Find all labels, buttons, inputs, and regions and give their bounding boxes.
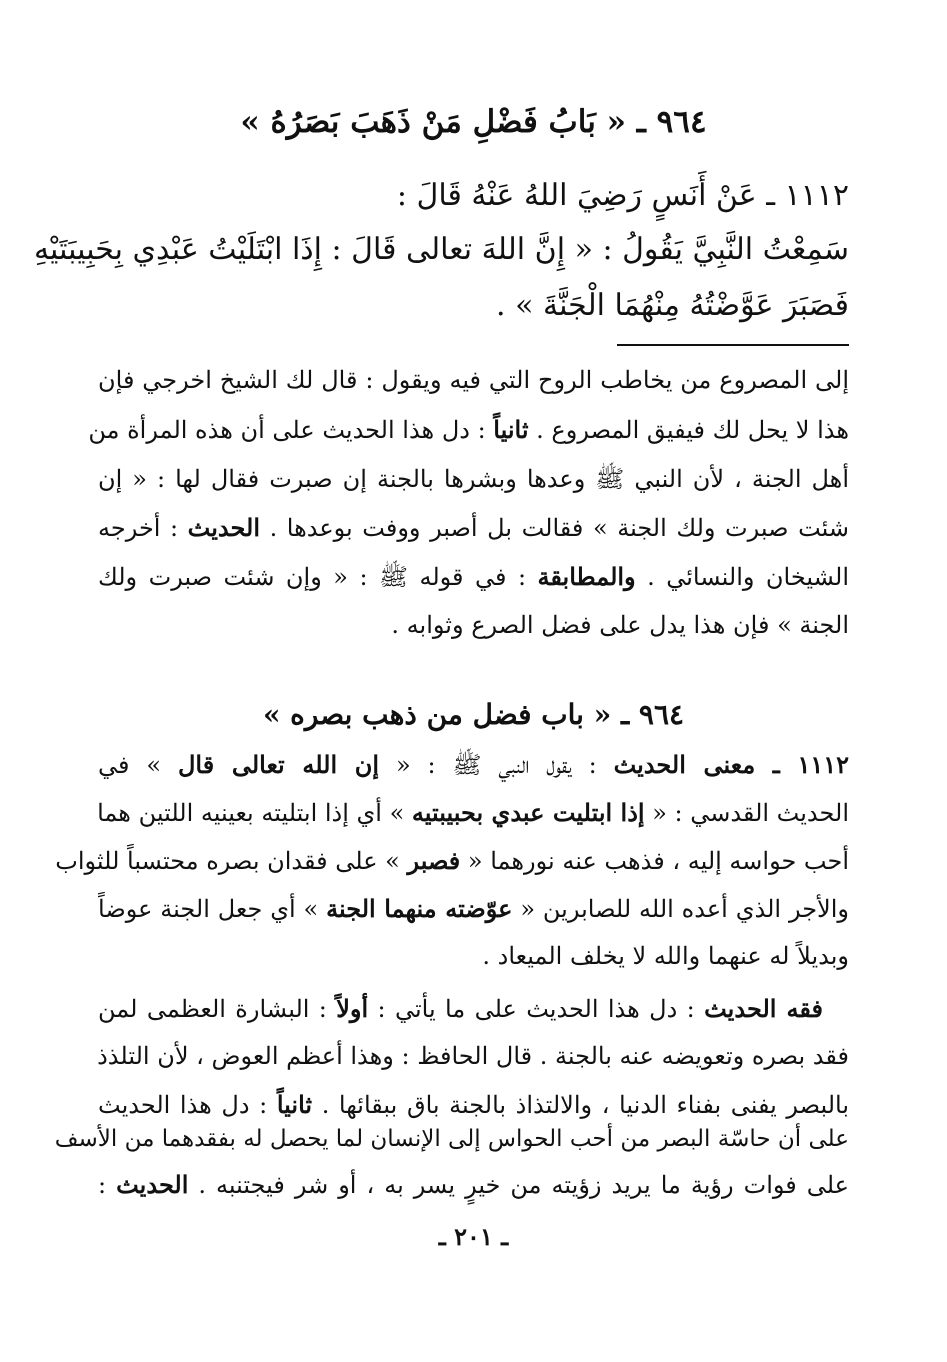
commentary-line-5: وبديلاً له عنهما والله لا يخلف الميعاد . [482, 942, 849, 970]
commentary-keyword-second: ثانياً [276, 1090, 313, 1119]
commentary-line-7: فقد بصره وتعويضه عنه بالجنة . قال الحافظ : وهذا أعظم العوض ، لأن التلذذ [97, 1042, 849, 1070]
hadith-line-1: سَمِعْتُ النَّبِيَّ يَقُولُ : « إِنَّ اللهَ تعالى قَالَ : إِذَا ابْتَلَيْتُ عَبْدِي بِحَبِيبَتَيْهِ [33, 232, 849, 267]
commentary-line-9: على أن حاسّة البصر من أحب الحواس إلى الإنسان لما يحصل له بفقدهما من الأسف [54, 1126, 849, 1152]
footnote-line-2 [88, 415, 849, 444]
commentary-quote: إن الله تعالى قال [177, 750, 380, 779]
commentary-heading-fiqh: فقه الحديث [704, 994, 823, 1023]
hadith-intro: ١١١٢ ـ عَنْ أَنَسٍ رَضِيَ اللهُ عَنْهُ قَالَ : [396, 178, 849, 213]
commentary-quote: فصبر [407, 846, 461, 875]
footnote-text: شئت صبرت ولك الجنة » فقالت بل أصبر ووفت بوعدها . [260, 514, 849, 542]
footnote-line-3: أهل الجنة ، لأن النبي ﷺ وعدها وبشرها بالجنة إن صبرت فقال لها : « إن [98, 465, 850, 493]
footnote-text: الشيخان والنسائي . [635, 563, 849, 591]
commentary-line-6 [98, 994, 823, 1023]
hadith-line-2: فَصَبَرَ عَوَّضْتُهُ مِنْهُمَا الْجَنَّةَ » . [496, 288, 849, 323]
footnote-keyword-correspondence: والمطابقة [537, 562, 636, 591]
chapter-title: ٩٦٤ ـ « بَابُ فَضْلِ مَنْ ذَهَبَ بَصَرُهُ » [240, 104, 707, 140]
commentary-line-4 [98, 894, 849, 923]
commentary-text: : دل هذا الحديث على ما يأتي : [368, 995, 705, 1023]
commentary-text: » أي جعل الجنة عوضاً [98, 895, 327, 923]
commentary-text: : [98, 1171, 117, 1199]
footnote-line-5 [98, 562, 849, 597]
commentary-title: ٩٦٤ ـ « باب فضل من ذهب بصره » [262, 698, 685, 731]
commentary-line-3 [55, 846, 849, 875]
commentary-text: » أي إذا ابتليته بعينيه اللتين هما [97, 799, 412, 827]
commentary-text: على فوات رؤية ما يريد زؤيته من خيرٍ يسر به ، أو شر فيجتنبه . [188, 1171, 849, 1199]
commentary-line-1 [98, 750, 849, 785]
footnote-text: هذا لا يحل لك فيفيق المصروع . [528, 416, 849, 444]
commentary-heading-meaning: ١١١٢ ـ معنى الحديث [613, 750, 850, 779]
commentary-line-10 [98, 1170, 849, 1199]
commentary-line-2 [98, 798, 849, 827]
footnote-keyword-hadith: الحديث [187, 513, 260, 542]
footnote-keyword-second: ثانياً [493, 415, 529, 444]
commentary-text: » على فقدان بصره محتسباً للثواب [55, 847, 408, 875]
commentary-keyword-hadith: الحديث [116, 1170, 189, 1199]
footnote-line-1: إلى المصروع من يخاطب الروح التي فيه ويقول : قال لك الشيخ اخرجي فإن [98, 366, 849, 394]
commentary-text: أحب حواسه إليه ، فذهب عنه نورهما « [460, 847, 849, 875]
commentary-text: : يقول النبي ﷺ : « [379, 751, 614, 779]
footnote-text: : أخرجه [98, 514, 188, 542]
commentary-text: بالبصر يفنى بفناء الدنيا ، والالتذاذ بالجنة باق ببقائها . [312, 1091, 849, 1119]
commentary-quote: إذا ابتليت عبدي بحبيبتيه [411, 798, 645, 827]
footnote-line-6: الجنة » فإن هذا يدل على فضل الصرع وثوابه . [391, 611, 849, 639]
commentary-quote: عوّضته منهما الجنة [326, 894, 513, 923]
commentary-line-8 [98, 1090, 849, 1119]
commentary-text: : البشارة العظمى لمن [98, 995, 337, 1023]
commentary-text: : دل هذا الحديث [98, 1091, 277, 1119]
footnote-text: : دل هذا الحديث على أن هذه المرأة من [88, 416, 494, 444]
commentary-keyword-first: أولاً [336, 994, 369, 1023]
commentary-text: » في [98, 751, 178, 779]
footnote-line-4 [98, 513, 849, 542]
page-number: ـ ٢٠١ ـ [438, 1222, 509, 1251]
commentary-text: الحديث القدسي : « [644, 799, 849, 827]
commentary-text: والأجر الذي أعده الله للصابرين « [512, 895, 849, 923]
footnote-divider [617, 344, 849, 346]
footnote-text: : في قوله ﷺ : « وإن شئت صبرت ولك [98, 563, 538, 591]
